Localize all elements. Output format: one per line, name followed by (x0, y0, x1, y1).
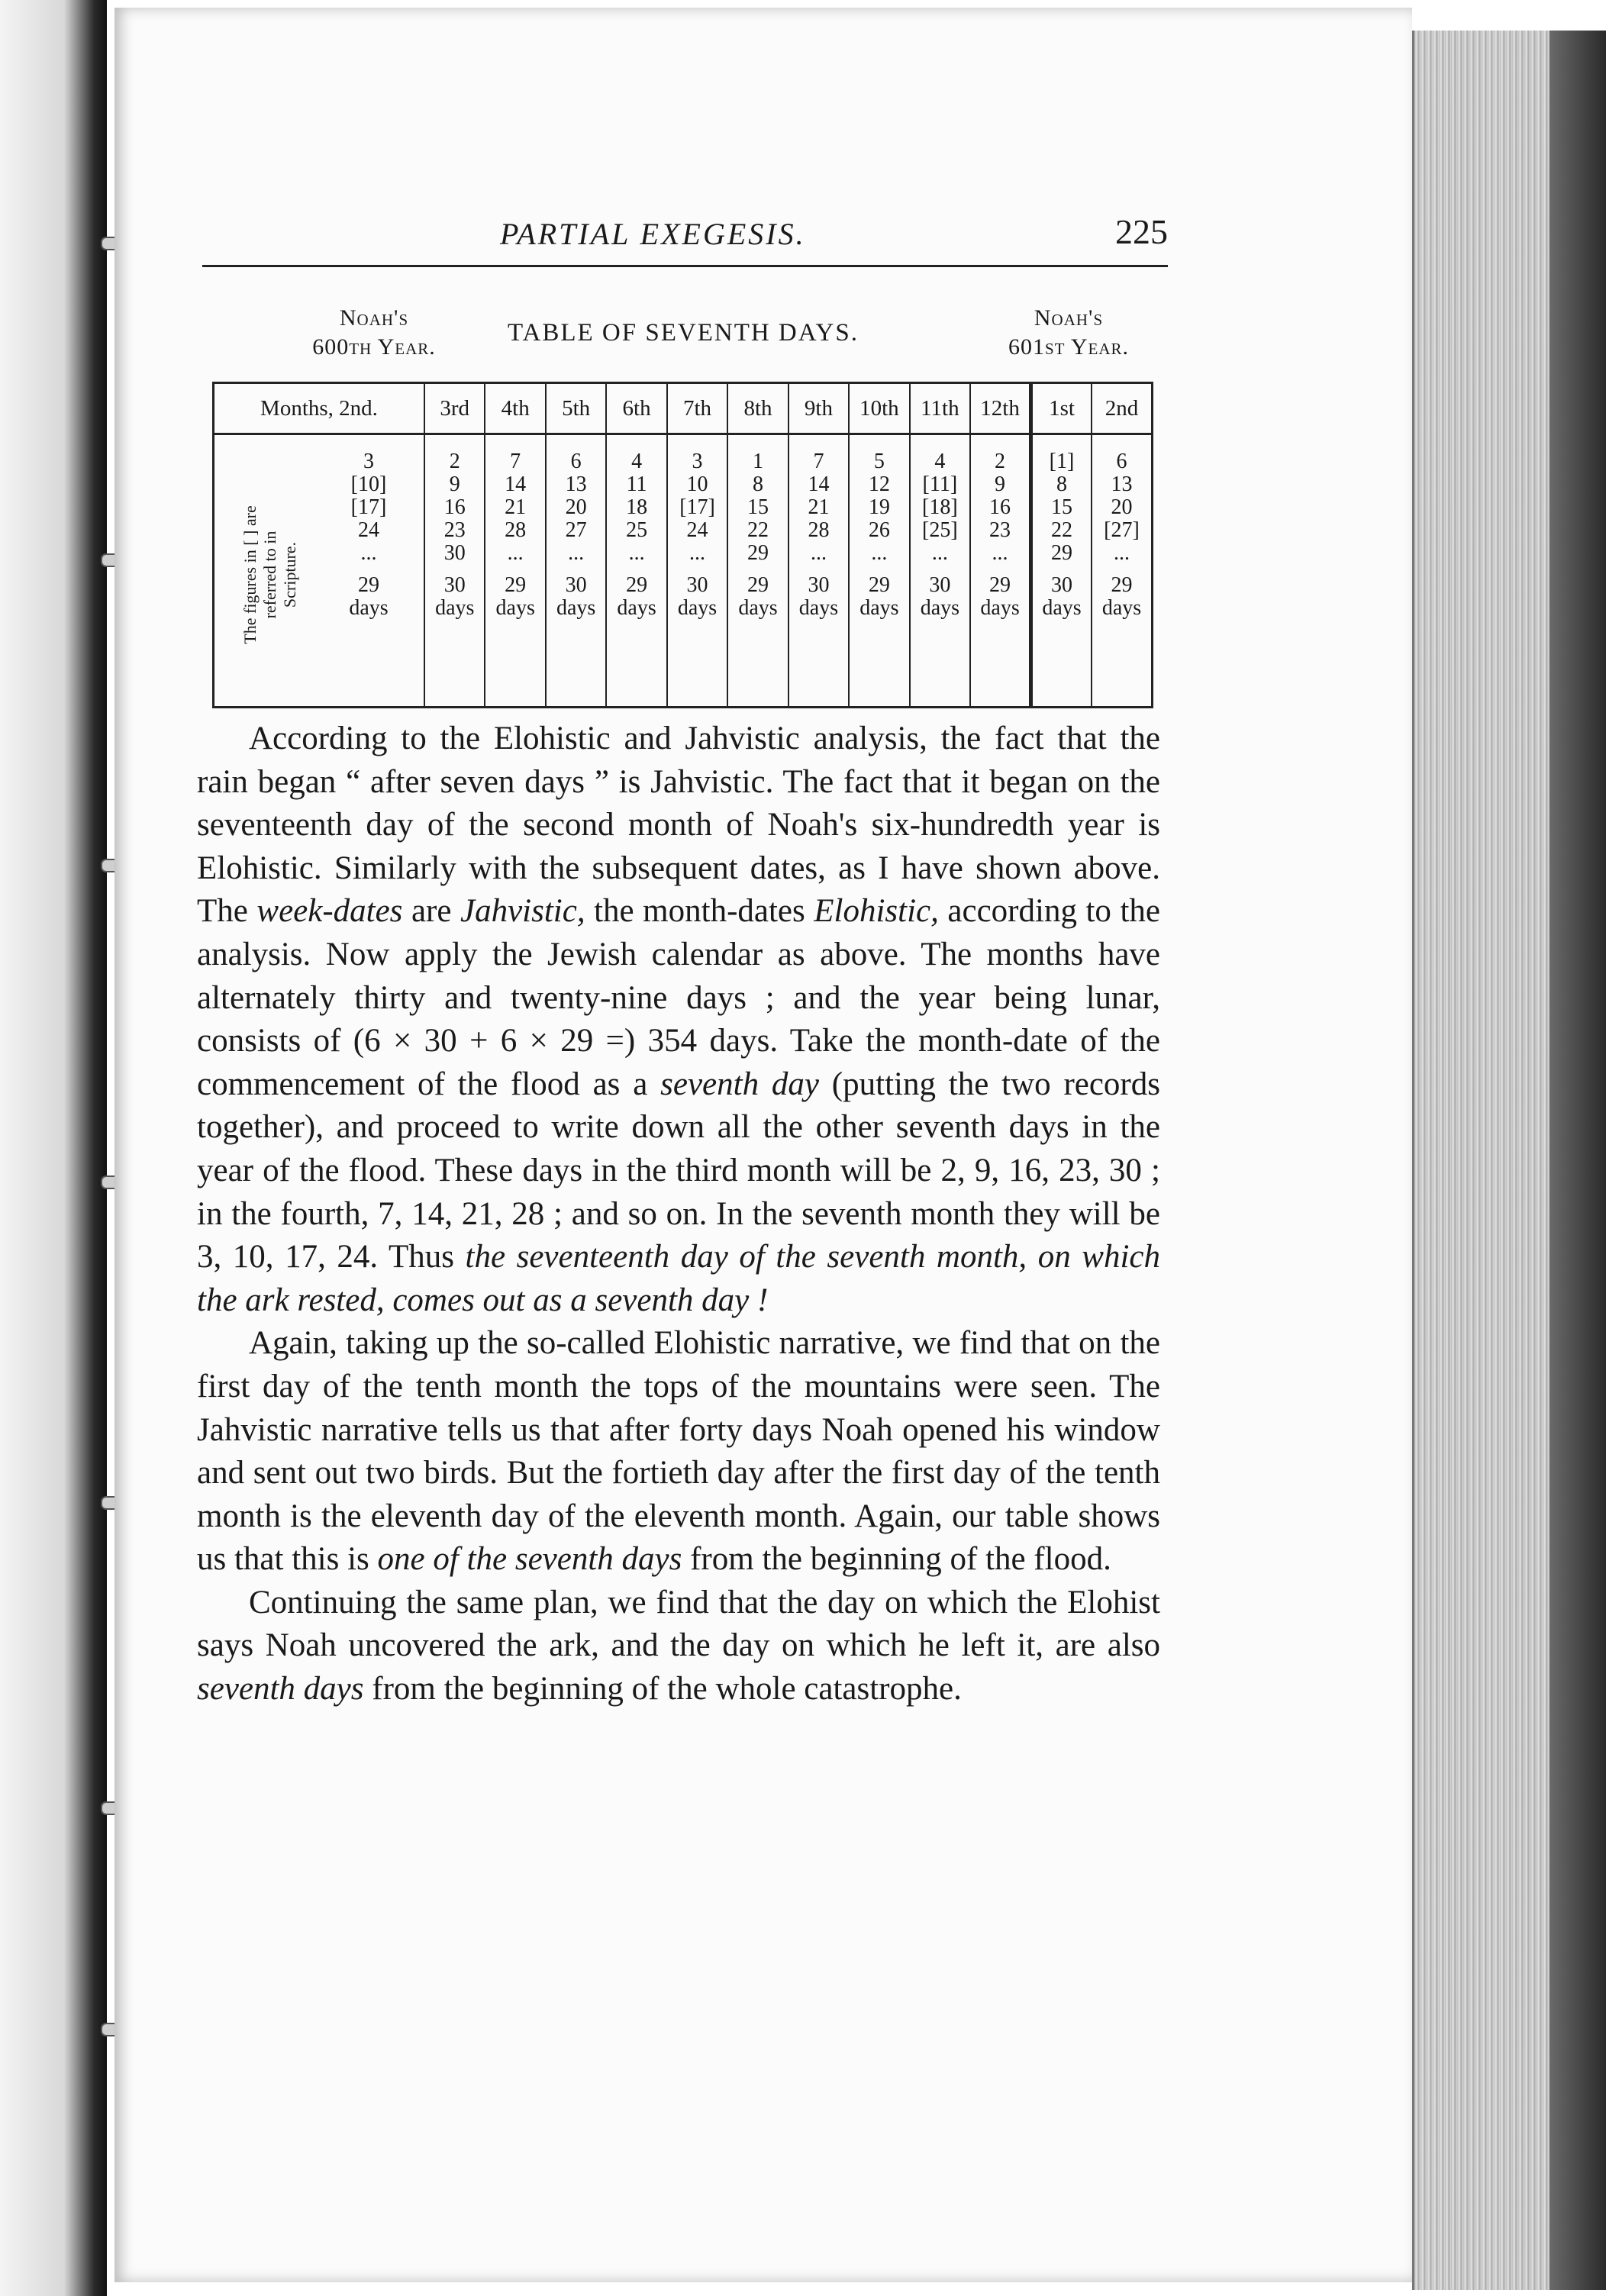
header-month: 10th (849, 383, 909, 434)
total-unit: days (1101, 596, 1142, 620)
cell-value: ... (1113, 541, 1130, 565)
emphasis: the seventeenth day of the seventh month, on which the ark rested, comes out as a seventh day ! (197, 1239, 1160, 1318)
cell-value: [17] (350, 495, 387, 519)
total-days: 29 (626, 573, 648, 597)
header-month: 4th (485, 383, 545, 434)
cell-value: 6 (1116, 450, 1127, 473)
total-days: 30 (443, 573, 466, 597)
caption-right-line1: Noah's (1034, 305, 1104, 331)
cell-value: 27 (565, 518, 587, 542)
emphasis: Jahvistic, (460, 893, 585, 930)
header-months: Months, 2nd. (214, 383, 425, 434)
facing-page-edge (0, 0, 107, 2296)
cell-value: 8 (752, 472, 763, 496)
total-days: 29 (1111, 573, 1133, 597)
page-number: 225 (1115, 212, 1168, 251)
cell-value: 13 (565, 472, 587, 496)
month-cell (546, 434, 606, 708)
cell-value: ... (628, 541, 645, 565)
cell-value: ... (507, 541, 524, 565)
total-days: 30 (929, 573, 951, 597)
cell-value: 26 (868, 518, 890, 542)
cell-value: 14 (808, 472, 830, 496)
cell-value: 30 (443, 541, 466, 565)
cell-value: 5 (873, 450, 885, 473)
cell-value: 19 (868, 495, 890, 519)
cell-value: 4 (934, 450, 946, 473)
emphasis: seventh day (660, 1066, 819, 1102)
cell-value: ... (871, 541, 888, 565)
cell-value: 23 (443, 518, 466, 542)
cell-value: 16 (989, 495, 1011, 519)
month-cell (667, 434, 727, 708)
total-days: 29 (358, 573, 379, 597)
total-days: 29 (868, 573, 890, 597)
caption-left-line2: 600th Year. (312, 334, 436, 360)
cell-value: 16 (443, 495, 466, 519)
header-month: 3rd (424, 383, 485, 434)
cell-value: 11 (626, 472, 647, 496)
cell-value: [17] (679, 495, 715, 519)
paragraph: Again, taking up the so-called Elohistic narrative, we find that on the first day of the tenth month the tops of the mountains were seen. The Jahvistic narrative tells us that after forty days Noah opened his window and sent out two birds. But the fortieth day after the first day of the tenth month is the eleventh day of the eleventh month. Again, our table shows us that this is one of the seventh days from the beginning of the flood. (197, 1325, 1160, 1578)
cell-value: 2 (995, 450, 1006, 473)
total-days: 29 (989, 573, 1011, 597)
cell-value: 20 (565, 495, 587, 519)
cell-value: 9 (995, 472, 1006, 496)
cell-value: 15 (747, 495, 769, 519)
cell-value: 25 (626, 518, 648, 542)
cell-value: 8 (1056, 472, 1067, 496)
header-month: 7th (667, 383, 727, 434)
cell-value: ... (931, 541, 948, 565)
header-month: 1st (1031, 383, 1092, 434)
month-cell (849, 434, 909, 708)
total-unit: days (495, 596, 535, 620)
cell-value: ... (810, 541, 827, 565)
header-month: 6th (606, 383, 666, 434)
header-month: 12th (970, 383, 1030, 434)
header-month: 11th (910, 383, 970, 434)
paragraph: Continuing the same plan, we find that the day on which the Elohist says Noah uncovered the ark, and the day on which he left it, are also seventh days from the beginning of the whole catastrophe. (197, 1584, 1160, 1707)
cell-value: ... (689, 541, 706, 565)
month-cell (1031, 434, 1092, 708)
header-month: 9th (788, 383, 849, 434)
note-line: The figures in [ ] are (240, 505, 260, 644)
emphasis: week-dates (256, 893, 403, 930)
first-column-cell (214, 434, 425, 708)
cell-value: 20 (1111, 495, 1133, 519)
emphasis: one of the seventh days (377, 1541, 682, 1578)
cell-value: 29 (747, 541, 769, 565)
cell-value: 9 (449, 472, 460, 496)
cell-value: 6 (570, 450, 582, 473)
emphasis: seventh days (197, 1671, 364, 1707)
total-unit: days (617, 596, 656, 620)
cell-value: 7 (510, 450, 521, 473)
month-cell (970, 434, 1030, 708)
emphasis: Elohistic, (814, 893, 939, 930)
total-unit: days (556, 596, 596, 620)
total-unit: days (738, 596, 778, 620)
total-days: 29 (747, 573, 769, 597)
cell-value: 28 (505, 518, 527, 542)
cell-value: 28 (808, 518, 830, 542)
total-unit: days (798, 596, 839, 620)
cell-value: 22 (1051, 518, 1072, 542)
total-days: 30 (808, 573, 830, 597)
cell-value: 2 (449, 450, 460, 473)
cell-value: [25] (922, 518, 958, 542)
total-unit: days (920, 596, 960, 620)
cell-value: 3 (363, 450, 374, 473)
month-cell (910, 434, 970, 708)
month-cell (485, 434, 545, 708)
cell-value: 13 (1111, 472, 1133, 496)
month-cell (606, 434, 666, 708)
cell-value: 23 (989, 518, 1011, 542)
total-days: 30 (565, 573, 587, 597)
body-text (197, 718, 1160, 1711)
cell-value: 4 (631, 450, 643, 473)
running-header (202, 210, 1168, 267)
table-title: TABLE OF SEVENTH DAYS. (508, 319, 859, 347)
table-caption-left (282, 304, 466, 362)
month-cell (424, 434, 485, 708)
cell-value: [1] (1049, 450, 1075, 473)
scripture-note (228, 449, 312, 701)
cell-value: 7 (813, 450, 824, 473)
month-cell (788, 434, 849, 708)
cell-value: [27] (1104, 518, 1140, 542)
cell-value: ... (360, 541, 377, 565)
total-unit: days (677, 596, 718, 620)
cell-value: 21 (505, 495, 527, 519)
cell-value: 29 (1051, 541, 1072, 565)
cell-value: 21 (808, 495, 830, 519)
total-days: 30 (1051, 573, 1072, 597)
total-days: 30 (686, 573, 708, 597)
total-unit: days (859, 596, 899, 620)
cell-value: 22 (747, 518, 769, 542)
note-line: referred to in (260, 530, 279, 619)
month-cell (1092, 434, 1153, 708)
total-unit: days (1042, 596, 1082, 620)
paragraph: According to the Elohistic and Jahvistic analysis, the fact that the rain began “ after seven days ” is Jahvistic. The fact that it began on the seventeenth day of the second month of Noah's six-hundredth year is Elohistic. Similarly with the subsequent dates, as I have shown above. The week-dates are Jahvistic, the month-dates Elohistic, according to the analysis. Now apply the Jewish calendar as above. The months have alternately thirty and twenty-nine days ; and the year being lunar, consists of (6 × 30 + 6 × 29 =) 354 days. Take the month-date of the commencement of the flood as a seventh day (putting the two records together), and proceed to write down all the other seventh days in the year of the flood. These days in the third month will be 2, 9, 16, 23, 30 ; in the fourth, 7, 14, 21, 28 ; and so on. In the seventh month they will be 3, 10, 17, 24. Thus the seventeenth day of the seventh month, on which the ark rested, comes out as a seventh day ! (197, 721, 1160, 1318)
month-cell (727, 434, 788, 708)
month-total (314, 574, 424, 620)
cover-edge (1550, 31, 1606, 2290)
cell-value: 12 (868, 472, 890, 496)
header-month: 8th (727, 383, 788, 434)
total-unit: days (349, 596, 389, 620)
seventh-days-table (212, 382, 1153, 708)
table-header-row (214, 383, 1153, 434)
cell-value: [18] (922, 495, 958, 519)
cell-value: ... (992, 541, 1008, 565)
cell-value: 15 (1051, 495, 1072, 519)
header-month: 2nd (1092, 383, 1153, 434)
table-body-row (214, 434, 1153, 708)
total-unit: days (435, 596, 475, 620)
caption-right-line2: 601st Year. (1008, 334, 1130, 360)
cell-value: 10 (686, 472, 708, 496)
cell-value: 24 (358, 518, 379, 542)
cell-value: ... (568, 541, 585, 565)
header-month: 5th (546, 383, 606, 434)
note-line: Scripture. (280, 541, 299, 608)
cell-value: [11] (922, 472, 958, 496)
cell-value: 24 (686, 518, 708, 542)
cell-value: 3 (692, 450, 703, 473)
caption-left-line1: Noah's (339, 305, 409, 331)
cell-value: 14 (505, 472, 527, 496)
cell-value: 18 (626, 495, 648, 519)
total-days: 29 (505, 573, 527, 597)
cell-value: [10] (350, 472, 387, 496)
cell-value: 1 (752, 450, 763, 473)
total-unit: days (980, 596, 1020, 620)
running-title: PARTIAL EXEGESIS. (500, 217, 806, 251)
cell-values (314, 450, 424, 620)
table-caption-right (977, 304, 1160, 362)
